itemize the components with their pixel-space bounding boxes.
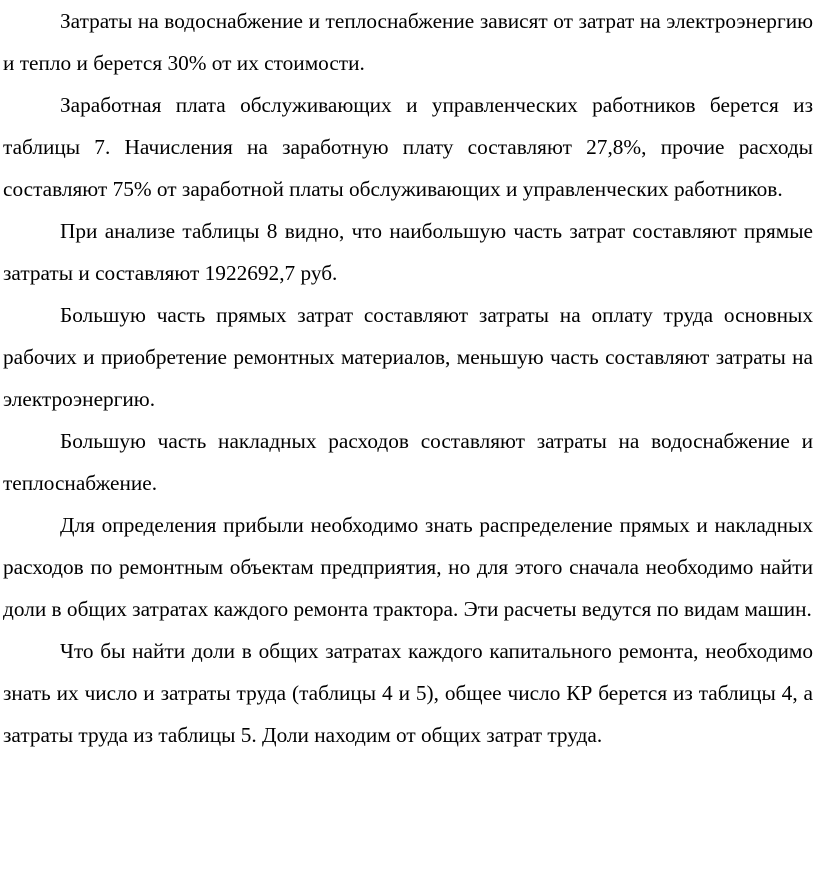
paragraph-profit-distribution: Для определения прибыли необходимо знать распределение прямых и накладных расходов по ремонтным объектам предприятия, но для этого сначала необходимо найти доли в общих затратах каждого ремонта трактора. Эти расчеты ведутся по видам машин. [3, 513, 813, 621]
paragraph-direct-costs: Большую часть прямых затрат составляют затраты на оплату труда основных рабочих и приобретение ремонтных материалов, меньшую часть составляют затраты на электроэнергию. [3, 303, 813, 411]
paragraph-table-8-analysis: При анализе таблицы 8 видно, что наибольшую часть затрат составляют прямые затраты и составляют 1922692,7 руб. [3, 219, 813, 285]
paragraph-water-heat-costs: Затраты на водоснабжение и теплоснабжение зависят от затрат на электроэнергию и тепло и берется 30% от их стоимости. [3, 9, 813, 75]
paragraph-repair-shares: Что бы найти доли в общих затратах каждого капитального ремонта, необходимо знать их число и затраты труда (таблицы 4 и 5), общее число КР берется из таблицы 4, а затраты труда из таблицы 5. Доли находим от общих затрат труда. [3, 639, 813, 747]
paragraph-overhead-costs: Большую часть накладных расходов составляют затраты на водоснабжение и теплоснабжение. [3, 429, 813, 495]
paragraph-wages: Заработная плата обслуживающих и управленческих работников берется из таблицы 7. Начисления на заработную плату составляют 27,8%, прочие расходы составляют 75% от заработной платы обслуживающих и управленческих работников. [3, 93, 813, 201]
